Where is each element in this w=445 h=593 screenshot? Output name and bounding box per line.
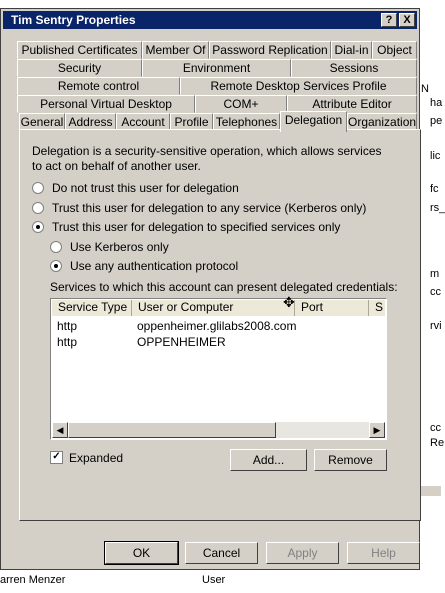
radio-button[interactable] bbox=[32, 182, 44, 194]
background-fragment: pe bbox=[430, 115, 443, 127]
table-row[interactable] bbox=[57, 318, 296, 334]
services-list[interactable] bbox=[50, 294, 387, 440]
radio-button[interactable] bbox=[32, 202, 44, 214]
radio-label: Do not trust this user for delegation bbox=[52, 181, 239, 195]
tab-attribute-editor[interactable]: Attribute Editor bbox=[287, 95, 417, 113]
delegation-description: Delegation is a security-sensitive operation, which allows services to act on behalf of another user. bbox=[32, 144, 382, 173]
tab-remote-desktop-services-profile[interactable]: Remote Desktop Services Profile bbox=[180, 77, 417, 95]
title-bar[interactable] bbox=[3, 11, 417, 29]
tab-sessions[interactable]: Sessions bbox=[291, 59, 417, 77]
tab-telephones[interactable]: Telephones bbox=[213, 113, 280, 131]
tab-environment[interactable]: Environment bbox=[142, 59, 291, 77]
radio-specified-services[interactable] bbox=[32, 219, 340, 235]
cell-service: http bbox=[57, 319, 78, 333]
cancel-button[interactable]: Cancel bbox=[185, 542, 258, 564]
tab-member-of[interactable]: Member Of bbox=[142, 41, 209, 59]
table-row[interactable] bbox=[57, 334, 226, 350]
add-button[interactable]: Add... bbox=[230, 449, 307, 471]
radio-label: Use Kerberos only bbox=[70, 240, 169, 254]
background-fragment: Re bbox=[430, 437, 445, 449]
radio-kerberos-only[interactable] bbox=[50, 239, 169, 255]
tab-remote-control[interactable]: Remote control bbox=[17, 77, 180, 95]
background-fragment: rs_ bbox=[430, 202, 445, 214]
radio-any-service[interactable] bbox=[32, 200, 366, 216]
column-user-or-computer[interactable]: User or Computer bbox=[132, 300, 295, 316]
tab-object[interactable]: Object bbox=[372, 41, 417, 59]
background-fragment: m bbox=[430, 268, 440, 280]
close-title-button[interactable]: X bbox=[399, 13, 415, 27]
background-fragment: fc bbox=[430, 183, 439, 195]
services-label: Services to which this account can present delegated credentials: bbox=[50, 280, 398, 294]
tab-security[interactable]: Security bbox=[17, 59, 142, 77]
radio-label: Trust this user for delegation to specified services only bbox=[52, 220, 341, 234]
tab-account[interactable]: Account bbox=[116, 113, 170, 131]
tab-profile[interactable]: Profile bbox=[170, 113, 213, 131]
tab-password-replication[interactable]: Password Replication bbox=[209, 41, 331, 59]
radio-button[interactable] bbox=[50, 241, 62, 253]
scroll-left-icon[interactable]: ◀ bbox=[52, 422, 68, 438]
background-user-type: User bbox=[202, 574, 226, 586]
expanded-label: Expanded bbox=[69, 451, 124, 465]
apply-button[interactable]: Apply bbox=[266, 542, 339, 564]
cell-host: OPPENHEIMER bbox=[137, 335, 226, 349]
background-fragment: rvi bbox=[430, 320, 442, 332]
scroll-thumb[interactable] bbox=[68, 422, 276, 438]
help-button[interactable]: Help bbox=[347, 542, 420, 564]
tab-com-plus[interactable]: COM+ bbox=[195, 95, 287, 113]
background-fragment: ha bbox=[430, 97, 443, 109]
horizontal-scrollbar[interactable] bbox=[52, 422, 385, 438]
cell-service: http bbox=[57, 335, 78, 349]
resize-cursor-icon: ✥ bbox=[283, 294, 295, 310]
radio-no-delegation[interactable] bbox=[32, 180, 239, 196]
list-header bbox=[52, 300, 385, 316]
background-fragment: lic bbox=[430, 150, 441, 162]
checkbox-check-icon[interactable]: ✓ bbox=[50, 451, 63, 464]
delegation-panel bbox=[19, 129, 421, 521]
ok-button[interactable]: OK bbox=[105, 542, 178, 564]
radio-any-protocol[interactable] bbox=[50, 258, 238, 274]
background-divider bbox=[421, 486, 441, 496]
background-fragment: N bbox=[421, 83, 429, 95]
properties-dialog bbox=[0, 8, 420, 570]
tab-general[interactable]: General bbox=[20, 115, 64, 129]
radio-label: Trust this user for delegation to any service (Kerberos only) bbox=[52, 201, 367, 215]
background-fragment: cc bbox=[430, 286, 441, 298]
tab-personal-virtual-desktop[interactable]: Personal Virtual Desktop bbox=[17, 95, 195, 113]
tab-dial-in[interactable]: Dial-in bbox=[331, 41, 372, 59]
help-title-button[interactable]: ? bbox=[381, 13, 397, 27]
tab-organization[interactable]: Organization bbox=[348, 115, 417, 129]
scroll-right-icon[interactable]: ▶ bbox=[369, 422, 385, 438]
tab-published-certificates[interactable]: Published Certificates bbox=[17, 41, 142, 59]
background-fragment: cc bbox=[430, 422, 441, 434]
cell-host: oppenheimer.glilabs2008.com bbox=[137, 319, 297, 333]
remove-button[interactable]: Remove bbox=[314, 449, 387, 471]
tab-address[interactable]: Address bbox=[65, 113, 116, 131]
column-port[interactable]: Port bbox=[295, 300, 369, 316]
radio-button[interactable] bbox=[50, 260, 62, 272]
radio-label: Use any authentication protocol bbox=[70, 259, 239, 273]
column-service-type[interactable]: Service Type bbox=[52, 300, 132, 316]
background-user-name: arren Menzer bbox=[0, 574, 66, 586]
tab-delegation[interactable]: Delegation bbox=[280, 111, 347, 132]
column-s[interactable]: S bbox=[375, 300, 384, 314]
expanded-checkbox[interactable] bbox=[50, 452, 123, 465]
radio-button[interactable] bbox=[32, 221, 44, 233]
window-title: Tim Sentry Properties bbox=[11, 13, 136, 27]
